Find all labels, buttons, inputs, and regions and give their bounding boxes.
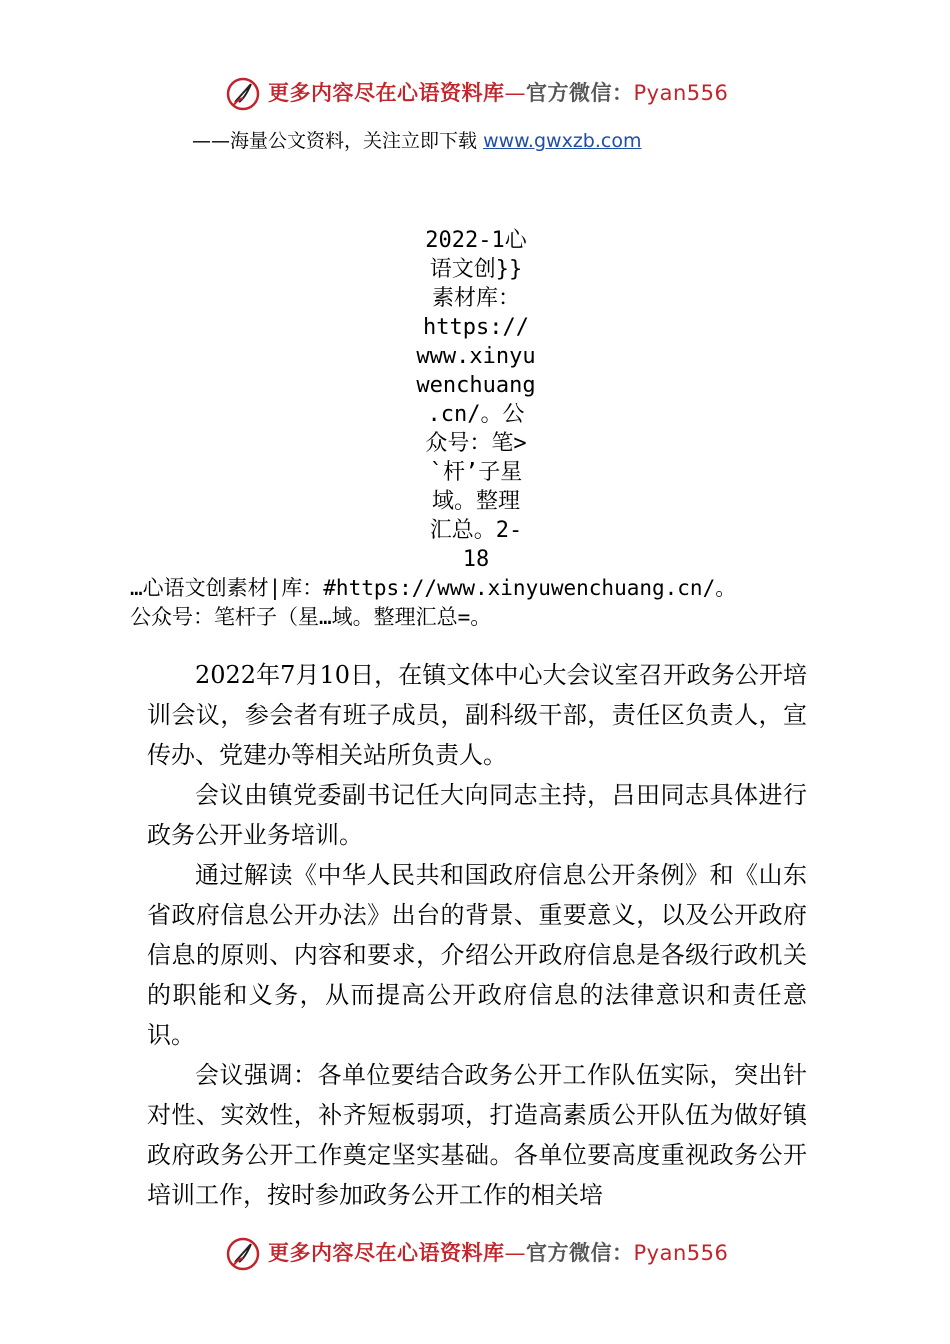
paragraph: 会议强调：各单位要结合政务公开工作队伍实际，突出针对性、实效性，补齐短板弱项，打造高素质公开队伍为做好镇政府政务公开工作奠定坚实基础。各单位要高度重视政务公开培训工作，按时参加政务公开工作的相关培 bbox=[147, 1061, 807, 1209]
source-note bbox=[130, 574, 736, 632]
paragraph: 会议由镇党委副书记任大向同志主持，吕田同志具体进行政务公开业务培训。 bbox=[147, 781, 807, 849]
column-line: 众号：笔> bbox=[425, 431, 527, 456]
banner-text: 更多内容尽在心语资料库—官方微信：Pyan556 bbox=[268, 1241, 729, 1265]
quill-logo-icon bbox=[225, 76, 261, 112]
source-note-line: …心语文创素材|库：#https://www.xinyuwenchuang.cn/。 bbox=[130, 576, 737, 600]
narrow-text-column bbox=[408, 226, 544, 574]
source-note-line: 公众号：笔杆子（星…域。整理汇总=。 bbox=[130, 605, 492, 629]
header-banner bbox=[0, 70, 950, 120]
download-link[interactable]: www.gwxzb.com bbox=[483, 130, 642, 152]
article-body bbox=[147, 655, 807, 1215]
footer-banner bbox=[0, 1230, 950, 1280]
column-line: wenchuang bbox=[416, 373, 536, 398]
column-line: 汇总。2- bbox=[429, 518, 523, 543]
column-line: `杆’子星 bbox=[429, 460, 523, 485]
column-line: 语文创}} bbox=[429, 257, 523, 282]
download-note bbox=[192, 129, 641, 153]
download-note-text: ——海量公文资料，关注立即下载 bbox=[192, 130, 478, 152]
column-line: 18 bbox=[462, 547, 490, 572]
quill-logo-icon bbox=[225, 1236, 261, 1272]
column-line: 域。整理 bbox=[431, 489, 520, 514]
column-line: https:// bbox=[423, 315, 529, 340]
column-line: 2022-1心 bbox=[425, 228, 527, 253]
column-line: .cn/。公 bbox=[427, 402, 525, 427]
banner-text: 更多内容尽在心语资料库—官方微信：Pyan556 bbox=[268, 81, 729, 105]
column-line: 素材库： bbox=[431, 286, 520, 311]
column-line: www.xinyu bbox=[416, 344, 536, 369]
paragraph: 2022年7月10日，在镇文体中心大会议室召开政务公开培训会议，参会者有班子成员，副科级干部，责任区负责人，宣传办、党建办等相关站所负责人。 bbox=[147, 661, 807, 769]
paragraph: 通过解读《中华人民共和国政府信息公开条例》和《山东省政府信息公开办法》出台的背景、重要意义，以及公开政府信息的原则、内容和要求，介绍公开政府信息是各级行政机关的职能和义务，从而提高公开政府信息的法律意识和责任意识。 bbox=[147, 861, 807, 1049]
